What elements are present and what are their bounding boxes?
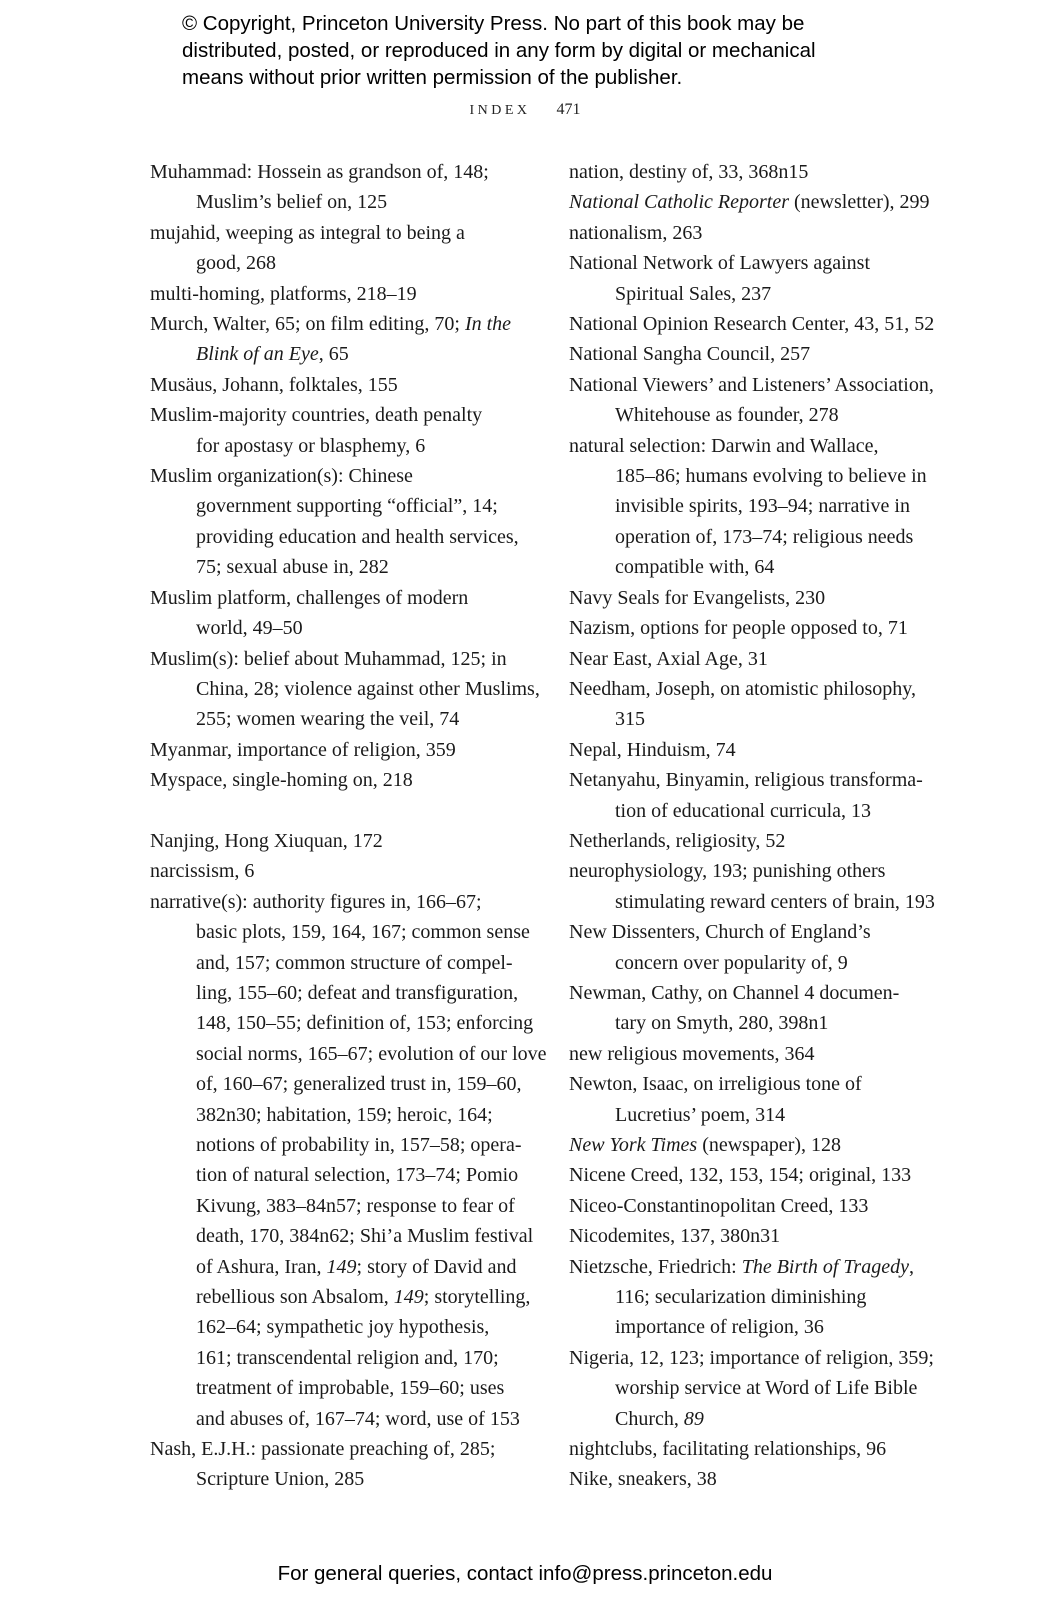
index-entry-continuation-line: Lucretius’ poem, 314	[615, 1103, 786, 1126]
index-entry-heading-line: narrative(s): authority figures in, 166–67;	[150, 890, 482, 913]
index-entry	[569, 1434, 949, 1464]
index-entry	[569, 248, 949, 309]
index-entry	[569, 1464, 949, 1494]
index-entry-heading-line: Nash, E.J.H.: passionate preaching of, 285;	[150, 1438, 496, 1461]
index-entry-continuation-line: good, 268	[196, 252, 276, 275]
index-entry-continuation-line: of Ashura, Iran, 149; story of David and	[196, 1255, 517, 1278]
index-entry-continuation-line: importance of religion, 36	[615, 1316, 824, 1339]
index-entry	[150, 370, 530, 400]
index-entry-continuation-line: worship service at Word of Life Bible	[615, 1377, 918, 1400]
index-entry	[569, 613, 949, 643]
index-entry-heading-line: Nicodemites, 137, 380n31	[569, 1225, 781, 1248]
index-entry-continuation-line: 255; women wearing the veil, 74	[196, 708, 460, 731]
index-entry	[569, 917, 949, 978]
index-entry-heading-line: Nietzsche, Friedrich: The Birth of Tragedy,	[569, 1255, 914, 1278]
index-entry-heading-line: Newton, Isaac, on irreligious tone of	[569, 1073, 862, 1096]
running-head-title: INDEX	[469, 103, 531, 118]
index-entry-heading-line: Newman, Cathy, on Channel 4 documen-	[569, 981, 900, 1004]
index-entry-heading-line: New Dissenters, Church of England’s	[569, 921, 871, 944]
index-entry-continuation-line: world, 49–50	[196, 617, 303, 640]
running-head	[0, 101, 1050, 119]
index-entry-continuation-line: social norms, 165–67; evolution of our love	[196, 1042, 547, 1065]
index-entry	[569, 1252, 949, 1343]
index-entry	[150, 856, 530, 886]
letter-group-gap	[150, 796, 530, 826]
index-entry-heading-line: Nazism, options for people opposed to, 71	[569, 617, 908, 640]
index-entry	[150, 309, 530, 370]
index-entry-continuation-line: basic plots, 159, 164, 167; common sense	[196, 921, 530, 944]
index-entry-continuation-line: Muslim’s belief on, 125	[196, 191, 388, 214]
index-entry-heading-line: Muslim organization(s): Chinese	[150, 465, 413, 488]
index-entry-heading-line: Niceo-Constantinopolitan Creed, 133	[569, 1194, 869, 1217]
index-entry-heading-line: multi-homing, platforms, 218–19	[150, 282, 417, 305]
index-entry-heading-line: narcissism, 6	[150, 860, 255, 883]
index-entry	[569, 1160, 949, 1190]
copyright-notice	[182, 10, 962, 91]
index-entry-heading-line: Nicene Creed, 132, 153, 154; original, 133	[569, 1164, 912, 1187]
index-entry-heading-line: National Sangha Council, 257	[569, 343, 811, 366]
copyright-line: © Copyright, Princeton University Press. No part of this book may be	[182, 12, 805, 35]
index-entry	[150, 1434, 530, 1495]
index-entry	[150, 218, 530, 279]
index-column-right	[569, 157, 949, 1495]
index-entry	[569, 583, 949, 613]
index-entry	[150, 644, 540, 735]
index-entry-continuation-line: ling, 155–60; defeat and transfiguration,	[196, 981, 519, 1004]
index-entry-heading-line: Nepal, Hinduism, 74	[569, 738, 736, 761]
index-entry-heading-line: Netanyahu, Binyamin, religious transforma-	[569, 769, 923, 792]
index-entry-heading-line: mujahid, weeping as integral to being a	[150, 221, 465, 244]
index-entry-continuation-line: Spiritual Sales, 237	[615, 282, 772, 305]
index-entry	[150, 887, 547, 1434]
index-entry	[569, 1039, 949, 1069]
index-entry-heading-line: Myspace, single-homing on, 218	[150, 769, 413, 792]
index-entry	[569, 370, 949, 431]
index-entry-heading-line: new religious movements, 364	[569, 1042, 815, 1065]
index-entry-heading-line: nightclubs, facilitating relationships, 96	[569, 1438, 887, 1461]
index-entry-heading-line: Musäus, Johann, folktales, 155	[150, 373, 398, 396]
index-entry-continuation-line: Scripture Union, 285	[196, 1468, 365, 1491]
footer-contact: For general queries, contact info@press.princeton.edu	[277, 1562, 773, 1585]
index-entry	[569, 644, 949, 674]
index-entry-heading-line: Near East, Axial Age, 31	[569, 647, 768, 670]
index-entry	[569, 765, 949, 826]
index-entry-heading-line: Muslim(s): belief about Muhammad, 125; in	[150, 647, 507, 670]
index-entry-heading-line: National Catholic Reporter (newsletter), 299	[569, 191, 930, 214]
index-entry	[569, 1343, 949, 1434]
index-entry	[150, 400, 530, 461]
index-entry-continuation-line: operation of, 173–74; religious needs	[615, 525, 914, 548]
index-entry-continuation-line: for apostasy or blasphemy, 6	[196, 434, 426, 457]
index-entry	[569, 674, 949, 735]
index-entry-continuation-line: 315	[615, 708, 645, 731]
page-number: 471	[556, 101, 581, 118]
index-entry-heading-line: nationalism, 263	[569, 221, 703, 244]
index-entry-continuation-line: providing education and health services,	[196, 525, 519, 548]
index-column-left	[150, 157, 547, 1495]
index-entry-heading-line: Nigeria, 12, 123; importance of religion, 359;	[569, 1346, 934, 1369]
index-entry-continuation-line: of, 160–67; generalized trust in, 159–60,	[196, 1073, 522, 1096]
index-entry-continuation-line: 116; secularization diminishing	[615, 1286, 867, 1309]
index-entry-heading-line: Needham, Joseph, on atomistic philosophy,	[569, 677, 916, 700]
index-entry-continuation-line: Blink of an Eye, 65	[196, 343, 349, 366]
index-entry	[569, 339, 949, 369]
index-entry-heading-line: Navy Seals for Evangelists, 230	[569, 586, 826, 609]
index-entry-continuation-line: 382n30; habitation, 159; heroic, 164;	[196, 1103, 493, 1126]
index-entry	[150, 765, 530, 795]
index-entry-continuation-line: Church, 89	[615, 1407, 704, 1430]
index-entry	[569, 309, 949, 339]
copyright-line: distributed, posted, or reproduced in any form by digital or mechanical	[182, 39, 816, 62]
index-entry-continuation-line: tion of natural selection, 173–74; Pomio	[196, 1164, 519, 1187]
index-entry-continuation-line: treatment of improbable, 159–60; uses	[196, 1377, 505, 1400]
index-entry	[569, 157, 949, 187]
index-entry-heading-line: Muslim platform, challenges of modern	[150, 586, 469, 609]
index-entry-heading-line: National Network of Lawyers against	[569, 252, 871, 275]
index-entry-heading-line: neurophysiology, 193; punishing others	[569, 860, 886, 883]
index-entry	[569, 856, 949, 917]
index-entry	[150, 279, 530, 309]
index-entry-heading-line: Netherlands, religiosity, 52	[569, 829, 786, 852]
index-entry	[569, 826, 949, 856]
index-entry-heading-line: New York Times (newspaper), 128	[569, 1134, 842, 1156]
index-entry-heading-line: Myanmar, importance of religion, 359	[150, 738, 456, 761]
index-entry-continuation-line: Whitehouse as founder, 278	[615, 404, 839, 427]
index-entry-continuation-line: rebellious son Absalom, 149; storytelling,	[196, 1286, 531, 1309]
index-entry-heading-line: nation, destiny of, 33, 368n15	[569, 161, 809, 183]
index-entry-continuation-line: notions of probability in, 157–58; opera-	[196, 1133, 522, 1156]
index-entry	[569, 1069, 949, 1130]
index-entry	[569, 735, 949, 765]
index-entry	[569, 187, 949, 217]
index-entry-heading-line: Muslim-majority countries, death penalty	[150, 404, 483, 427]
index-entry	[569, 978, 949, 1039]
index-entry-continuation-line: 148, 150–55; definition of, 153; enforcing	[196, 1012, 534, 1035]
index-entry-continuation-line: death, 170, 384n62; Shi’a Muslim festival	[196, 1225, 534, 1248]
index-entry-continuation-line: 161; transcendental religion and, 170;	[196, 1346, 499, 1369]
index-entry	[150, 461, 530, 583]
index-entry-continuation-line: 185–86; humans evolving to believe in	[615, 465, 927, 488]
index-entry-heading-line: National Viewers’ and Listeners’ Association,	[569, 373, 934, 396]
index-entry	[569, 1221, 949, 1251]
index-entry	[150, 583, 530, 644]
index-entry-continuation-line: stimulating reward centers of brain, 193	[615, 890, 935, 913]
index-entry-continuation-line: compatible with, 64	[615, 556, 775, 579]
index-entry	[150, 735, 530, 765]
index-entry-continuation-line: and, 157; common structure of compel-	[196, 951, 513, 974]
index-entry-heading-line: Muhammad: Hossein as grandson of, 148;	[150, 161, 489, 183]
index-entry-continuation-line: tary on Smyth, 280, 398n1	[615, 1012, 829, 1035]
index-entry	[569, 1191, 949, 1221]
index-entry-continuation-line: concern over popularity of, 9	[615, 951, 848, 974]
index-entry-heading-line: Nike, sneakers, 38	[569, 1468, 717, 1491]
index-entry-heading-line: natural selection: Darwin and Wallace,	[569, 434, 879, 457]
index-entry	[569, 218, 949, 248]
copyright-line: means without prior written permission of the publisher.	[182, 66, 683, 89]
index-entry	[569, 431, 949, 583]
index-entry-continuation-line: government supporting “official”, 14;	[196, 495, 498, 518]
index-entry-continuation-line: China, 28; violence against other Muslims,	[196, 677, 540, 700]
index-entry-continuation-line: 75; sexual abuse in, 282	[196, 556, 389, 579]
index-entry-continuation-line: tion of educational curricula, 13	[615, 799, 872, 822]
index-entry	[150, 826, 530, 856]
index-entry	[569, 1130, 949, 1160]
index-entry-heading-line: Murch, Walter, 65; on film editing, 70; In the	[150, 313, 512, 336]
index-entry-continuation-line: Kivung, 383–84n57; response to fear of	[196, 1194, 515, 1217]
index-entry-heading-line: Nanjing, Hong Xiuquan, 172	[150, 829, 383, 852]
index-entry-continuation-line: invisible spirits, 193–94; narrative in	[615, 495, 910, 518]
index-entry-continuation-line: 162–64; sympathetic joy hypothesis,	[196, 1316, 490, 1339]
index-entry	[150, 157, 530, 218]
index-entry-continuation-line: and abuses of, 167–74; word, use of 153	[196, 1407, 520, 1430]
index-entry-heading-line: National Opinion Research Center, 43, 51, 52	[569, 313, 935, 336]
